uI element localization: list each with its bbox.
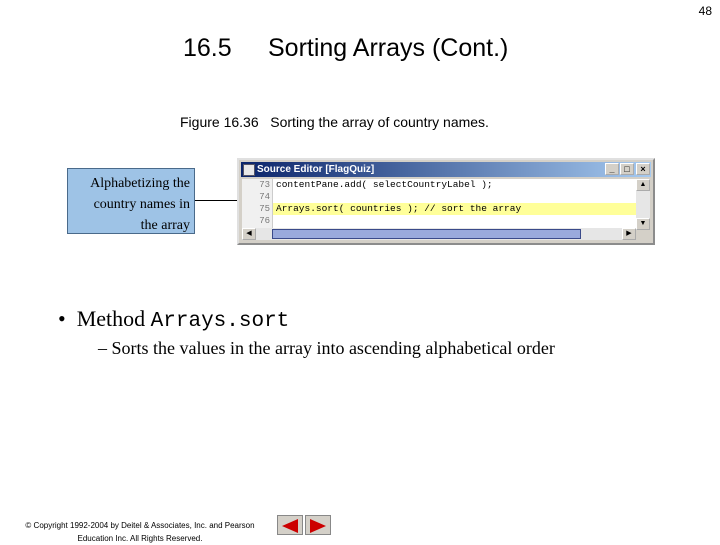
code-line: Arrays.sort( countries ); // sort the array — [276, 203, 522, 214]
scroll-right-icon[interactable]: ▶ — [622, 228, 636, 240]
bullet-marker: • — [58, 306, 77, 331]
window-title: Source Editor [FlagQuiz] — [257, 164, 375, 175]
slide-title — [0, 34, 720, 68]
callout-line: Alphabetizing the — [90, 176, 190, 191]
bullet-point — [58, 306, 289, 333]
next-slide-button[interactable] — [305, 515, 331, 535]
callout-box — [67, 168, 195, 234]
document-icon — [243, 164, 255, 176]
page-number: 48 — [698, 4, 712, 18]
close-button[interactable]: × — [636, 163, 650, 175]
line-number: 73 — [259, 180, 270, 190]
callout-line: country names in — [93, 197, 190, 212]
title-text: Sorting Arrays (Cont.) — [268, 34, 509, 62]
line-number: 76 — [259, 216, 270, 226]
scroll-down-icon[interactable]: ▼ — [636, 218, 650, 230]
copyright-line: Education Inc. All Rights Reserved. — [77, 534, 203, 543]
line-number: 75 — [259, 204, 270, 214]
bullet-code: Arrays.sort — [150, 310, 290, 333]
left-arrow-icon — [282, 519, 298, 533]
copyright-notice — [6, 519, 274, 545]
bullet-text: Method — [76, 306, 151, 331]
line-number: 74 — [259, 192, 270, 202]
copyright-line: © Copyright 1992-2004 by Deitel & Associates, Inc. and Pearson — [25, 521, 255, 530]
right-arrow-icon — [310, 519, 326, 533]
sub-bullet: – Sorts the values in the array into ascending alphabetical order — [98, 338, 555, 358]
scrollbar-thumb[interactable] — [272, 229, 581, 239]
code-line: contentPane.add( selectCountryLabel ); — [276, 179, 493, 190]
scroll-up-icon[interactable]: ▲ — [636, 179, 650, 191]
window-title-bar[interactable] — [241, 162, 651, 177]
callout-line: the array — [140, 218, 190, 233]
scroll-left-icon[interactable]: ◀ — [242, 228, 256, 240]
horizontal-scrollbar[interactable] — [242, 228, 636, 240]
source-editor-window — [237, 158, 655, 245]
figure-caption: Figure 16.36 Sorting the array of country names. — [180, 114, 489, 130]
minimize-button[interactable]: _ — [605, 163, 619, 175]
previous-slide-button[interactable] — [277, 515, 303, 535]
code-editor[interactable] — [242, 179, 636, 230]
maximize-button[interactable]: □ — [620, 163, 634, 175]
section-number: 16.5 — [183, 34, 232, 62]
vertical-scrollbar[interactable] — [636, 179, 650, 230]
callout-connector — [195, 200, 239, 201]
